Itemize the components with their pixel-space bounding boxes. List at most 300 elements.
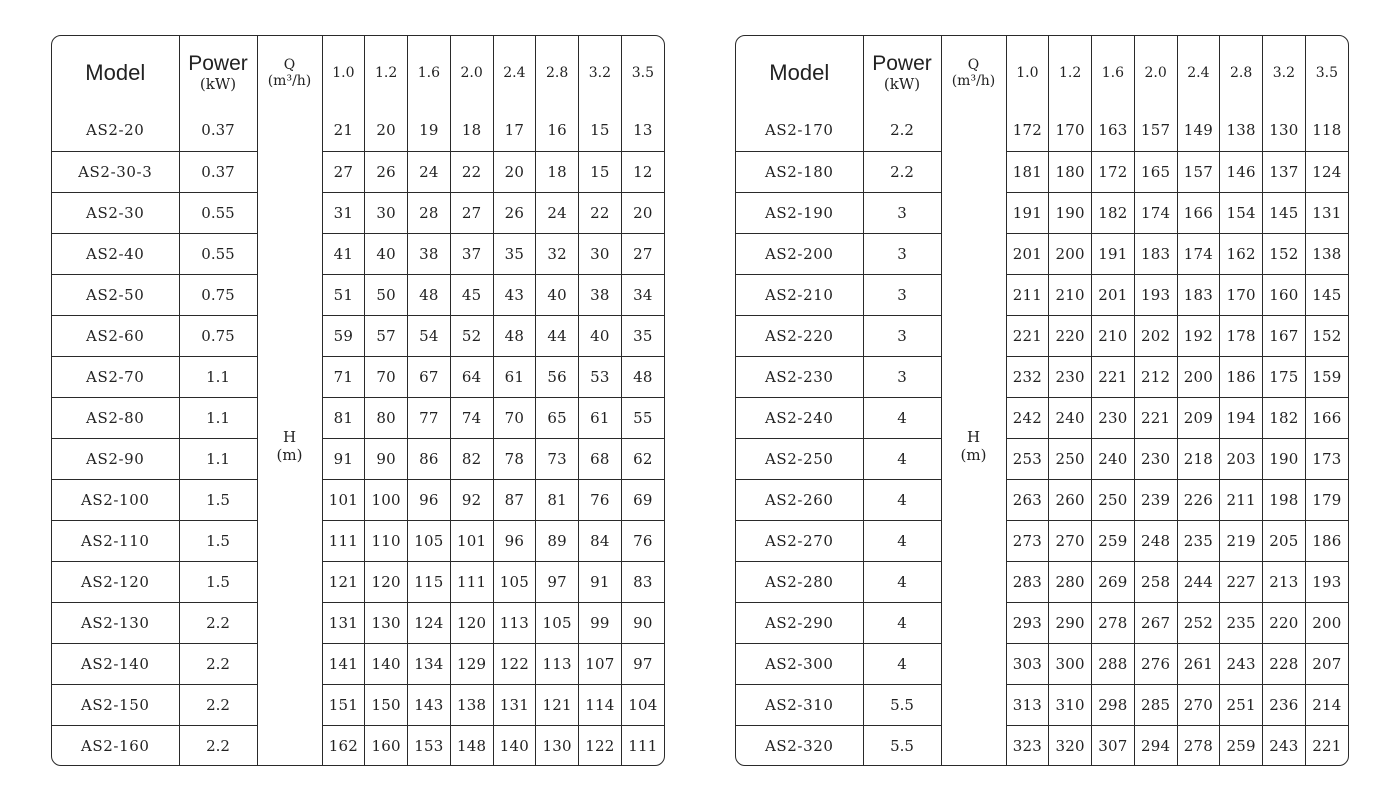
head-value-cell: 114 — [579, 684, 622, 725]
table-row — [52, 438, 664, 479]
head-value-cell: 201 — [1006, 233, 1049, 274]
model-cell: AS2-110 — [52, 520, 179, 561]
head-value-cell: 101 — [322, 479, 365, 520]
head-value-cell: 38 — [408, 233, 451, 274]
head-value-cell: 181 — [1006, 151, 1049, 192]
power-cell: 0.37 — [179, 151, 257, 192]
power-cell: 4 — [863, 520, 941, 561]
head-value-cell: 145 — [1305, 274, 1348, 315]
head-value-cell: 111 — [621, 725, 664, 766]
table-row — [52, 397, 664, 438]
head-value-cell: 13 — [621, 110, 664, 151]
flow-rate-header: 1.0 — [1006, 36, 1049, 110]
head-value-cell: 230 — [1092, 397, 1135, 438]
head-value-cell: 190 — [1263, 438, 1306, 479]
head-value-cell: 290 — [1049, 602, 1092, 643]
head-value-cell: 226 — [1177, 479, 1220, 520]
table-row — [736, 643, 1348, 684]
head-value-cell: 152 — [1305, 315, 1348, 356]
head-value-cell: 34 — [621, 274, 664, 315]
head-value-cell: 96 — [493, 520, 536, 561]
power-cell: 1.5 — [179, 520, 257, 561]
head-value-cell: 57 — [365, 315, 408, 356]
head-value-cell: 15 — [579, 110, 622, 151]
head-value-cell: 62 — [621, 438, 664, 479]
table-row — [52, 602, 664, 643]
model-cell: AS2-210 — [736, 274, 863, 315]
flow-rate-header: 1.0 — [322, 36, 365, 110]
model-cell: AS2-280 — [736, 561, 863, 602]
head-value-cell: 200 — [1305, 602, 1348, 643]
table-row — [52, 274, 664, 315]
head-value-cell: 138 — [1220, 110, 1263, 151]
head-value-cell: 209 — [1177, 397, 1220, 438]
head-value-cell: 113 — [493, 602, 536, 643]
head-value-cell: 259 — [1220, 725, 1263, 766]
power-cell: 3 — [863, 192, 941, 233]
head-value-cell: 294 — [1134, 725, 1177, 766]
model-cell: AS2-120 — [52, 561, 179, 602]
table-row — [52, 151, 664, 192]
head-value-cell: 248 — [1134, 520, 1177, 561]
head-value-cell: 26 — [493, 192, 536, 233]
head-value-cell: 239 — [1134, 479, 1177, 520]
head-value-cell: 74 — [450, 397, 493, 438]
head-value-cell: 124 — [408, 602, 451, 643]
head-value-cell: 137 — [1263, 151, 1306, 192]
head-value-cell: 210 — [1049, 274, 1092, 315]
head-value-cell: 153 — [408, 725, 451, 766]
head-value-cell: 307 — [1092, 725, 1135, 766]
head-value-cell: 313 — [1006, 684, 1049, 725]
head-value-cell: 151 — [322, 684, 365, 725]
head-value-cell: 253 — [1006, 438, 1049, 479]
head-label — [258, 428, 322, 464]
power-cell: 0.55 — [179, 192, 257, 233]
head-value-cell: 20 — [493, 151, 536, 192]
power-unit: (kW) — [199, 75, 237, 94]
head-value-cell: 12 — [621, 151, 664, 192]
head-value-cell: 186 — [1305, 520, 1348, 561]
head-value-cell: 174 — [1177, 233, 1220, 274]
model-cell: AS2-20 — [52, 110, 179, 151]
head-value-cell: 219 — [1220, 520, 1263, 561]
head-value-cell: 92 — [450, 479, 493, 520]
head-value-cell: 27 — [322, 151, 365, 192]
head-value-cell: 244 — [1177, 561, 1220, 602]
head-value-cell: 22 — [450, 151, 493, 192]
head-value-cell: 191 — [1006, 192, 1049, 233]
head-value-cell: 55 — [621, 397, 664, 438]
performance-table — [52, 36, 664, 766]
head-value-cell: 121 — [322, 561, 365, 602]
head-value-cell: 280 — [1049, 561, 1092, 602]
head-value-cell: 68 — [579, 438, 622, 479]
header-row — [736, 36, 1348, 110]
head-value-cell: 90 — [365, 438, 408, 479]
head-value-cell: 107 — [579, 643, 622, 684]
head-value-cell: 97 — [621, 643, 664, 684]
head-value-cell: 190 — [1049, 192, 1092, 233]
power-cell: 1.5 — [179, 479, 257, 520]
power-cell: 2.2 — [179, 643, 257, 684]
model-cell: AS2-40 — [52, 233, 179, 274]
head-value-cell: 213 — [1263, 561, 1306, 602]
model-cell: AS2-180 — [736, 151, 863, 192]
flow-rate-header: 3.5 — [1305, 36, 1348, 110]
head-unit: (m) — [276, 445, 303, 464]
head-label — [942, 428, 1006, 464]
table-row — [736, 520, 1348, 561]
head-value-cell: 235 — [1177, 520, 1220, 561]
table-row — [736, 192, 1348, 233]
head-value-cell: 235 — [1220, 602, 1263, 643]
table-row — [736, 725, 1348, 766]
power-header — [179, 36, 257, 110]
head-value-cell: 240 — [1092, 438, 1135, 479]
head-value-cell: 32 — [536, 233, 579, 274]
head-value-cell: 87 — [493, 479, 536, 520]
head-value-cell: 130 — [365, 602, 408, 643]
table-row — [736, 438, 1348, 479]
flow-rate-header: 1.6 — [408, 36, 451, 110]
model-cell: AS2-320 — [736, 725, 863, 766]
flow-rate-header: 2.8 — [536, 36, 579, 110]
table-row — [736, 479, 1348, 520]
head-value-cell: 78 — [493, 438, 536, 479]
head-value-cell: 220 — [1263, 602, 1306, 643]
head-value-cell: 273 — [1006, 520, 1049, 561]
header-row — [52, 36, 664, 110]
head-value-cell: 270 — [1177, 684, 1220, 725]
head-value-cell: 298 — [1092, 684, 1135, 725]
head-value-cell: 30 — [579, 233, 622, 274]
table-row — [736, 274, 1348, 315]
head-value-cell: 52 — [450, 315, 493, 356]
head-value-cell: 267 — [1134, 602, 1177, 643]
head-value-cell: 80 — [365, 397, 408, 438]
head-value-cell: 173 — [1305, 438, 1348, 479]
head-value-cell: 203 — [1220, 438, 1263, 479]
model-header: Model — [736, 36, 863, 110]
power-cell: 3 — [863, 233, 941, 274]
head-value-cell: 250 — [1049, 438, 1092, 479]
power-cell: 4 — [863, 479, 941, 520]
head-value-cell: 35 — [621, 315, 664, 356]
head-value-cell: 201 — [1092, 274, 1135, 315]
head-value-cell: 192 — [1177, 315, 1220, 356]
table-row — [52, 725, 664, 766]
head-value-cell: 163 — [1092, 110, 1135, 151]
flow-rate-header: 1.6 — [1092, 36, 1135, 110]
head-value-cell: 64 — [450, 356, 493, 397]
model-cell: AS2-60 — [52, 315, 179, 356]
power-cell: 3 — [863, 356, 941, 397]
head-value-cell: 61 — [579, 397, 622, 438]
head-value-cell: 278 — [1177, 725, 1220, 766]
head-value-cell: 183 — [1177, 274, 1220, 315]
head-value-cell: 303 — [1006, 643, 1049, 684]
head-value-cell: 178 — [1220, 315, 1263, 356]
head-value-cell: 129 — [450, 643, 493, 684]
head-value-cell: 84 — [579, 520, 622, 561]
head-value-cell: 45 — [450, 274, 493, 315]
head-value-cell: 140 — [365, 643, 408, 684]
head-unit: (m) — [960, 445, 987, 464]
head-value-cell: 167 — [1263, 315, 1306, 356]
head-value-cell: 221 — [1006, 315, 1049, 356]
head-value-cell: 232 — [1006, 356, 1049, 397]
head-value-cell: 165 — [1134, 151, 1177, 192]
head-value-cell: 110 — [365, 520, 408, 561]
head-value-cell: 269 — [1092, 561, 1135, 602]
head-value-cell: 159 — [1305, 356, 1348, 397]
head-value-cell: 240 — [1049, 397, 1092, 438]
flow-rate-header: 3.2 — [579, 36, 622, 110]
head-value-cell: 157 — [1177, 151, 1220, 192]
head-value-cell: 310 — [1049, 684, 1092, 725]
head-value-cell: 210 — [1092, 315, 1135, 356]
head-value-cell: 104 — [621, 684, 664, 725]
model-cell: AS2-50 — [52, 274, 179, 315]
power-cell: 0.55 — [179, 233, 257, 274]
head-value-cell: 193 — [1134, 274, 1177, 315]
head-value-cell: 141 — [322, 643, 365, 684]
head-value-cell: 214 — [1305, 684, 1348, 725]
head-value-cell: 21 — [322, 110, 365, 151]
head-value-cell: 105 — [493, 561, 536, 602]
head-value-cell: 41 — [322, 233, 365, 274]
head-value-cell: 174 — [1134, 192, 1177, 233]
table-row — [736, 397, 1348, 438]
head-value-cell: 100 — [365, 479, 408, 520]
model-cell: AS2-190 — [736, 192, 863, 233]
head-value-cell: 76 — [579, 479, 622, 520]
table-row — [52, 233, 664, 274]
head-value-cell: 120 — [365, 561, 408, 602]
table-row — [736, 602, 1348, 643]
head-value-cell: 261 — [1177, 643, 1220, 684]
power-header — [863, 36, 941, 110]
power-cell: 4 — [863, 438, 941, 479]
table-row — [52, 356, 664, 397]
head-value-cell: 148 — [450, 725, 493, 766]
head-value-cell: 18 — [536, 151, 579, 192]
head-value-cell: 243 — [1220, 643, 1263, 684]
head-value-cell: 175 — [1263, 356, 1306, 397]
flow-unit: (m³/h) — [951, 73, 996, 89]
head-value-cell: 54 — [408, 315, 451, 356]
model-cell: AS2-220 — [736, 315, 863, 356]
table-row — [736, 356, 1348, 397]
power-unit: (kW) — [883, 75, 921, 94]
head-value-cell: 162 — [1220, 233, 1263, 274]
head-value-cell: 131 — [322, 602, 365, 643]
head-value-cell: 258 — [1134, 561, 1177, 602]
head-value-cell: 172 — [1092, 151, 1135, 192]
table-row — [736, 684, 1348, 725]
power-label: Power — [188, 52, 248, 76]
head-value-cell: 27 — [450, 192, 493, 233]
head-value-cell: 38 — [579, 274, 622, 315]
power-cell: 3 — [863, 274, 941, 315]
head-value-cell: 101 — [450, 520, 493, 561]
head-value-cell: 22 — [579, 192, 622, 233]
power-cell: 4 — [863, 561, 941, 602]
head-value-cell: 113 — [536, 643, 579, 684]
head-value-cell: 182 — [1263, 397, 1306, 438]
head-value-cell: 124 — [1305, 151, 1348, 192]
head-value-cell: 81 — [536, 479, 579, 520]
head-value-cell: 131 — [1305, 192, 1348, 233]
head-value-cell: 236 — [1263, 684, 1306, 725]
head-value-cell: 105 — [408, 520, 451, 561]
head-value-cell: 198 — [1263, 479, 1306, 520]
head-value-cell: 140 — [493, 725, 536, 766]
head-value-cell: 260 — [1049, 479, 1092, 520]
power-cell: 2.2 — [179, 725, 257, 766]
head-value-cell: 202 — [1134, 315, 1177, 356]
head-symbol: H — [282, 427, 297, 446]
power-cell: 1.1 — [179, 397, 257, 438]
head-value-cell: 31 — [322, 192, 365, 233]
power-cell: 4 — [863, 643, 941, 684]
head-value-cell: 18 — [450, 110, 493, 151]
head-value-cell: 89 — [536, 520, 579, 561]
head-value-cell: 121 — [536, 684, 579, 725]
head-value-cell: 285 — [1134, 684, 1177, 725]
head-value-cell: 149 — [1177, 110, 1220, 151]
flow-rate-header: 3.5 — [621, 36, 664, 110]
table-row — [52, 110, 664, 151]
head-value-cell: 24 — [408, 151, 451, 192]
head-value-cell: 73 — [536, 438, 579, 479]
head-value-cell: 122 — [493, 643, 536, 684]
head-value-cell: 166 — [1305, 397, 1348, 438]
flow-rate-header: 3.2 — [1263, 36, 1306, 110]
head-value-cell: 283 — [1006, 561, 1049, 602]
head-value-cell: 44 — [536, 315, 579, 356]
flow-header — [941, 36, 1006, 110]
head-value-cell: 221 — [1305, 725, 1348, 766]
head-value-cell: 182 — [1092, 192, 1135, 233]
head-value-cell: 99 — [579, 602, 622, 643]
head-value-cell: 28 — [408, 192, 451, 233]
head-label-cell — [941, 110, 1006, 766]
head-value-cell: 70 — [365, 356, 408, 397]
head-value-cell: 252 — [1177, 602, 1220, 643]
table-row — [52, 643, 664, 684]
model-cell: AS2-140 — [52, 643, 179, 684]
head-value-cell: 150 — [365, 684, 408, 725]
head-value-cell: 320 — [1049, 725, 1092, 766]
flow-rate-header: 2.4 — [493, 36, 536, 110]
head-value-cell: 172 — [1006, 110, 1049, 151]
head-value-cell: 162 — [322, 725, 365, 766]
head-value-cell: 200 — [1177, 356, 1220, 397]
head-value-cell: 170 — [1049, 110, 1092, 151]
model-cell: AS2-310 — [736, 684, 863, 725]
head-value-cell: 211 — [1220, 479, 1263, 520]
head-value-cell: 37 — [450, 233, 493, 274]
model-cell: AS2-200 — [736, 233, 863, 274]
head-value-cell: 230 — [1134, 438, 1177, 479]
model-cell: AS2-230 — [736, 356, 863, 397]
head-value-cell: 131 — [493, 684, 536, 725]
head-value-cell: 56 — [536, 356, 579, 397]
head-value-cell: 218 — [1177, 438, 1220, 479]
head-value-cell: 180 — [1049, 151, 1092, 192]
flow-label: Q — [283, 56, 296, 73]
power-cell: 0.75 — [179, 274, 257, 315]
head-value-cell: 300 — [1049, 643, 1092, 684]
head-value-cell: 138 — [450, 684, 493, 725]
flow-header — [257, 36, 322, 110]
head-value-cell: 205 — [1263, 520, 1306, 561]
head-value-cell: 40 — [365, 233, 408, 274]
table-row — [52, 520, 664, 561]
power-cell: 2.2 — [179, 684, 257, 725]
model-cell: AS2-70 — [52, 356, 179, 397]
head-value-cell: 212 — [1134, 356, 1177, 397]
head-value-cell: 160 — [1263, 274, 1306, 315]
head-value-cell: 20 — [621, 192, 664, 233]
head-value-cell: 230 — [1049, 356, 1092, 397]
head-value-cell: 61 — [493, 356, 536, 397]
model-cell: AS2-90 — [52, 438, 179, 479]
model-cell: AS2-260 — [736, 479, 863, 520]
flow-rate-header: 2.4 — [1177, 36, 1220, 110]
head-value-cell: 53 — [579, 356, 622, 397]
head-value-cell: 86 — [408, 438, 451, 479]
model-cell: AS2-170 — [736, 110, 863, 151]
power-cell: 4 — [863, 397, 941, 438]
head-value-cell: 221 — [1134, 397, 1177, 438]
table-row — [736, 233, 1348, 274]
head-value-cell: 160 — [365, 725, 408, 766]
head-value-cell: 276 — [1134, 643, 1177, 684]
head-value-cell: 26 — [365, 151, 408, 192]
head-value-cell: 220 — [1049, 315, 1092, 356]
head-value-cell: 83 — [621, 561, 664, 602]
model-cell: AS2-250 — [736, 438, 863, 479]
head-value-cell: 122 — [579, 725, 622, 766]
flow-rate-header: 1.2 — [365, 36, 408, 110]
head-value-cell: 183 — [1134, 233, 1177, 274]
head-value-cell: 154 — [1220, 192, 1263, 233]
head-value-cell: 243 — [1263, 725, 1306, 766]
head-value-cell: 166 — [1177, 192, 1220, 233]
power-cell: 2.2 — [179, 602, 257, 643]
head-value-cell: 193 — [1305, 561, 1348, 602]
head-value-cell: 221 — [1092, 356, 1135, 397]
head-value-cell: 50 — [365, 274, 408, 315]
head-value-cell: 179 — [1305, 479, 1348, 520]
head-value-cell: 293 — [1006, 602, 1049, 643]
head-value-cell: 191 — [1092, 233, 1135, 274]
head-value-cell: 27 — [621, 233, 664, 274]
flow-rate-header: 2.0 — [450, 36, 493, 110]
head-value-cell: 111 — [450, 561, 493, 602]
flow-label: Q — [967, 56, 980, 73]
head-value-cell: 157 — [1134, 110, 1177, 151]
power-cell: 2.2 — [863, 151, 941, 192]
model-cell: AS2-30-3 — [52, 151, 179, 192]
head-value-cell: 15 — [579, 151, 622, 192]
flow-unit: (m³/h) — [267, 73, 312, 89]
head-value-cell: 70 — [493, 397, 536, 438]
head-value-cell: 138 — [1305, 233, 1348, 274]
